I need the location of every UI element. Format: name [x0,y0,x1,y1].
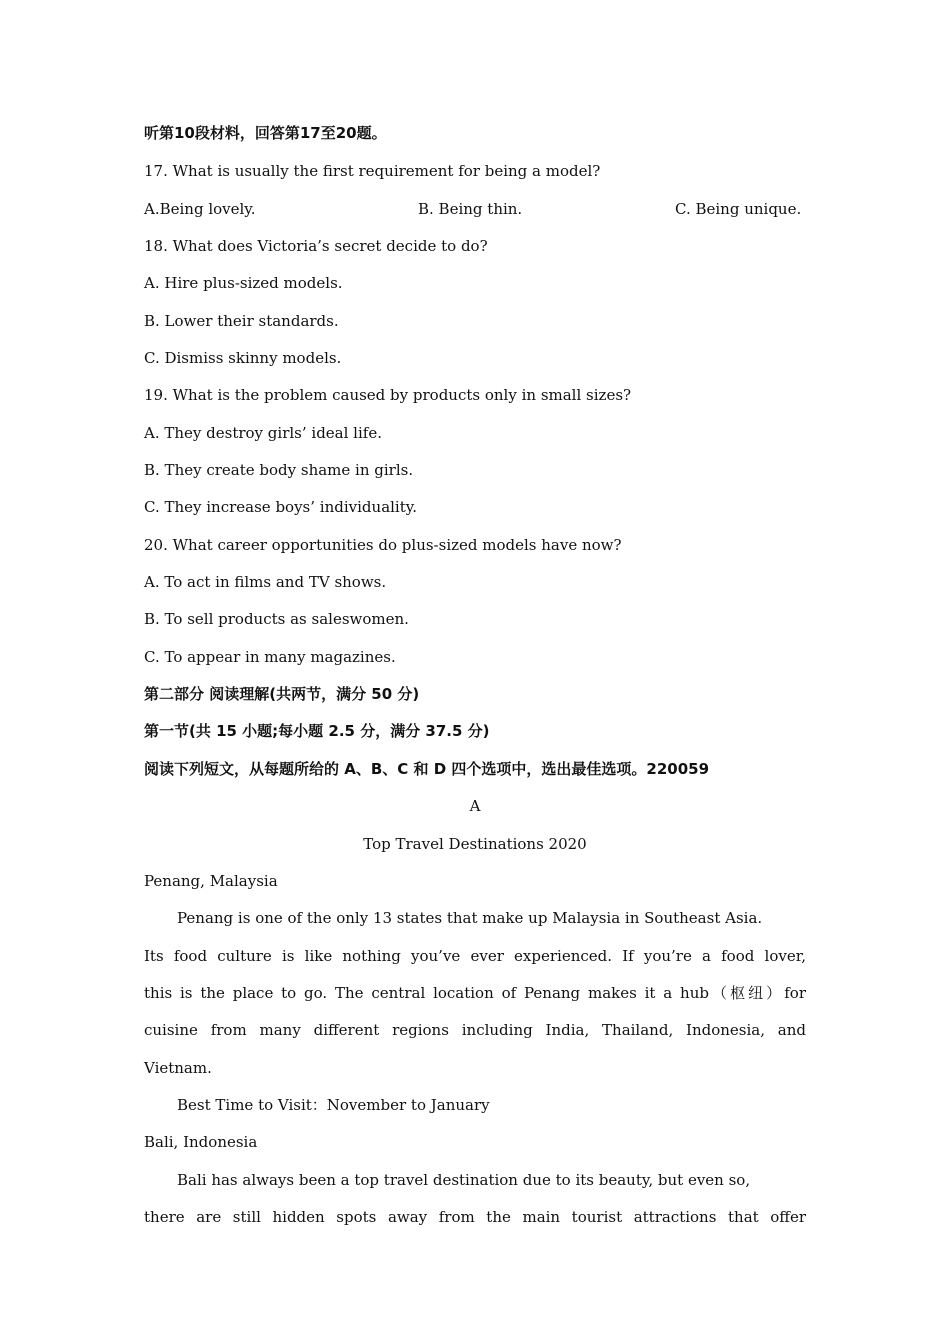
bali-paragraph-line: Bali has always been a top travel destination due to its beauty, but even so, [177,1171,751,1189]
bali-paragraph-line: there are still hidden spots away from the main tourist attractions that offer [144,1208,806,1226]
question-18-option-b: B. Lower their standards. [144,312,339,330]
penang-paragraph-line: Its food culture is like nothing you’ve ever experienced. If you’re a food lover, [144,947,806,965]
penang-paragraph-line: cuisine from many different regions including India, Thailand, Indonesia, and [144,1021,806,1039]
question-17-option-b: B. Being thin. [418,200,523,218]
question-17-option-a: A.Being lovely. [144,200,256,218]
question-20-option-a: A. To act in films and TV shows. [144,573,387,591]
question-19-option-b: B. They create body shame in girls. [144,461,414,479]
passage-letter: A [469,797,481,815]
passage-title: Top Travel Destinations 2020 [363,835,587,853]
question-17-option-c: C. Being unique. [675,200,802,218]
question-18-stem: 18. What does Victoria’s secret decide to do? [144,237,488,255]
question-18-option-c: C. Dismiss skinny models. [144,349,342,367]
penang-paragraph-line: Vietnam. [144,1059,212,1077]
question-17-stem: 17. What is usually the first requirement for being a model? [144,162,601,180]
penang-paragraph-line: this is the place to go. The central location of Penang makes it a hub（枢纽）for [144,984,806,1002]
question-20-option-c: C. To appear in many magazines. [144,648,396,666]
reading-instruction: 阅读下列短文，从每题所给的 A、B、C 和 D 四个选项中，选出最佳选项。220059 [144,760,710,778]
listening-section-header: 听第10段材料，回答第17至20题。 [144,124,387,142]
question-19-option-c: C. They increase boys’ individuality. [144,498,418,516]
section-one-title: 第一节(共 15 小题;每小题 2.5 分，满分 37.5 分) [144,722,490,740]
question-19-stem: 19. What is the problem caused by products only in small sizes? [144,386,632,404]
bali-heading: Bali, Indonesia [144,1133,258,1151]
penang-paragraph-line: Penang is one of the only 13 states that make up Malaysia in Southeast Asia. [177,909,763,927]
question-19-option-a: A. They destroy girls’ ideal life. [144,424,382,442]
question-20-option-b: B. To sell products as saleswomen. [144,610,409,628]
question-20-stem: 20. What career opportunities do plus-sized models have now? [144,536,622,554]
part-two-title: 第二部分 阅读理解(共两节，满分 50 分) [144,685,420,703]
question-18-option-a: A. Hire plus-sized models. [144,274,343,292]
penang-best-time: Best Time to Visit：November to January [177,1096,490,1114]
penang-heading: Penang, Malaysia [144,872,278,890]
